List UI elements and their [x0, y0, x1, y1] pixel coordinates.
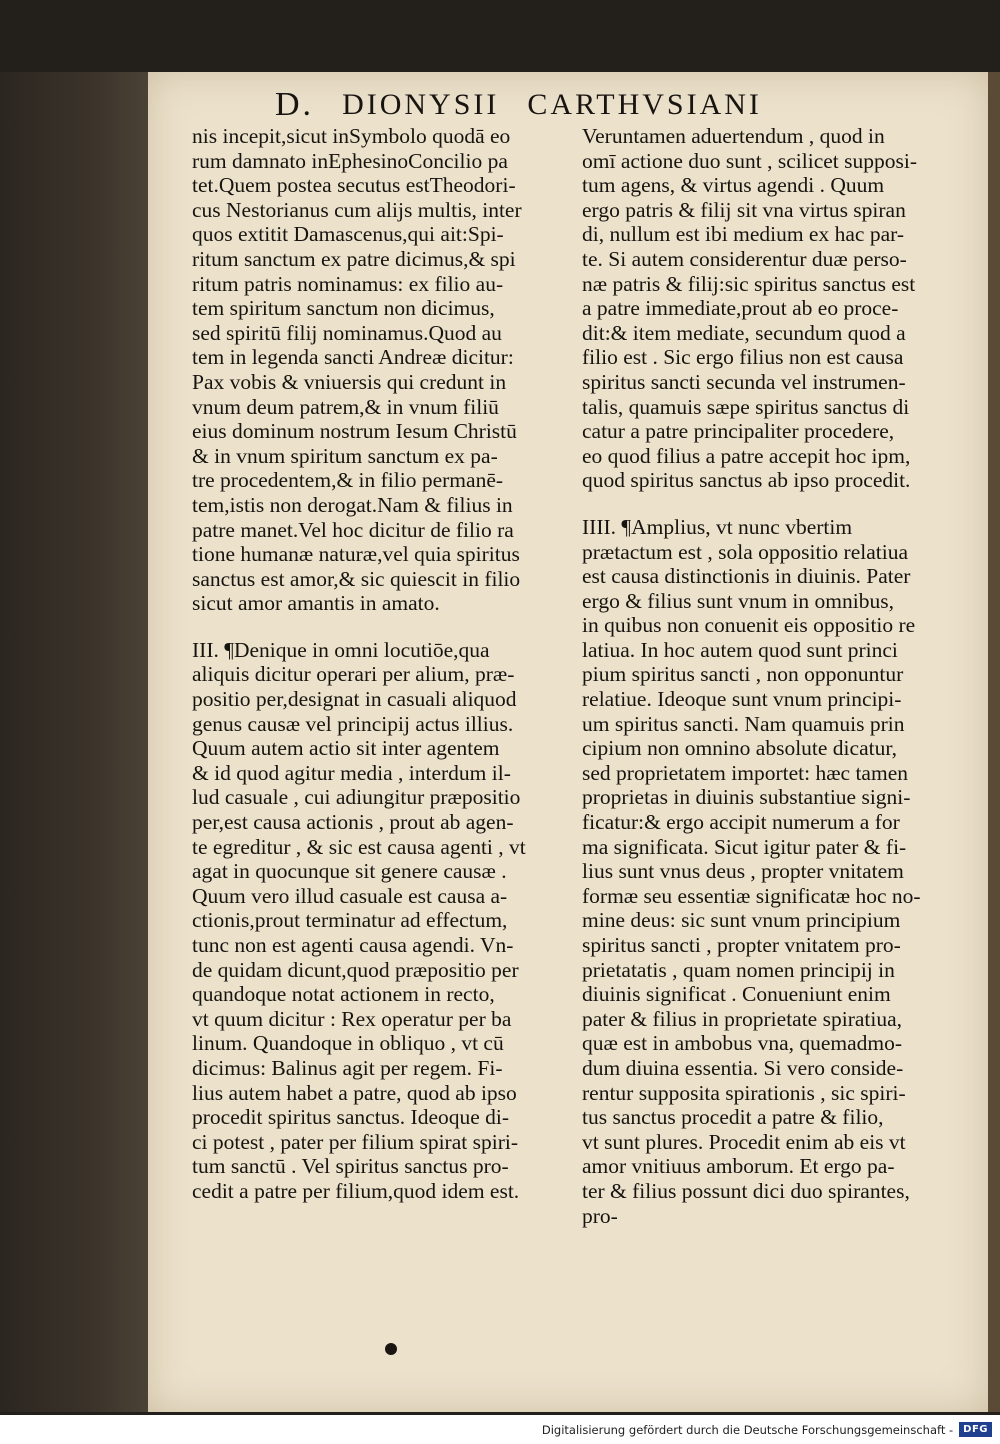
digitization-footer	[0, 1415, 1000, 1444]
right-column-text-line: in quibus non conuenit eis oppositio re	[582, 613, 916, 638]
left-column-text-line: patre manet.Vel hoc dicitur de filio ra	[192, 517, 514, 542]
right-column-text-line: eo quod filius a patre accepit hoc ipm,	[582, 443, 911, 468]
right-column-text-line: talis, quamuis sæpe spiritus sanctus di	[582, 394, 910, 419]
left-column-text-line: procedit spiritus sanctus. Ideoque di-	[192, 1105, 510, 1130]
right-column-text-line: omī actione duo sunt , scilicet supposi-	[582, 148, 917, 173]
left-column-text-line: ritum patris nominamus: ex filio au-	[192, 271, 504, 296]
right-column-text-line: mine deus: sic sunt vnum principium	[582, 908, 901, 933]
left-column-text-line: cedit a patre per filium,quod idem est.	[192, 1178, 520, 1203]
header-word-dionysii: DIONYSII	[342, 88, 500, 121]
funding-notice: Digitalisierung gefördert durch die Deutsche Forschungsgemeinschaft -	[541, 1422, 954, 1437]
left-column-text-line: tre procedentem,& in filio permanē-	[192, 468, 504, 493]
header-initial: D.	[275, 86, 315, 123]
right-column-text-line: di, nullum est ibi medium ex hac par-	[582, 222, 904, 247]
left-column-text-line: eius dominum nostrum Iesum Christū	[192, 419, 517, 444]
right-column-text-line: ergo patris & filij sit vna virtus spiran	[582, 197, 906, 222]
right-column-text-line: ergo & filius sunt vnum in omnibus,	[582, 588, 894, 613]
right-column-text-line: dit:& item mediate, secundum quod a	[582, 320, 906, 345]
left-column-text-line: tem in legenda sancti Andreæ dicitur:	[192, 345, 514, 370]
left-column-text-line: tem,istis non derogat.Nam & filius in	[192, 492, 513, 517]
right-column-text-line: cipium non omnino absolute dicatur,	[582, 736, 898, 761]
book-edge-left	[0, 72, 148, 1412]
left-column-text-line: sicut amor amantis in amato.	[192, 591, 440, 616]
header-word-carthusiani: CARTHVSIANI	[527, 88, 762, 121]
left-column-text-line: sanctus est amor,& sic quiescit in filio	[192, 566, 521, 591]
left-column-text-line: positio per,designat in casuali aliquod	[192, 687, 517, 712]
right-column-text-line: IIII. ¶Amplius, vt nunc vbertim	[582, 514, 853, 539]
left-column-text-line: ritum sanctum ex patre dicimus,& spi	[192, 246, 516, 271]
left-column-text-line: tum sanctū . Vel spiritus sanctus pro-	[192, 1154, 509, 1179]
left-column-text-line: quandoque notat actionem in recto,	[192, 982, 495, 1007]
left-column-text-line: & in vnum spiritum sanctum ex pa-	[192, 443, 498, 468]
running-header	[275, 80, 795, 130]
left-column-paragraph-gap	[192, 616, 570, 638]
right-column-text-line: relatiue. Ideoque sunt vnum principi-	[582, 687, 902, 712]
right-column-text-line: vt sunt plures. Procedit enim ab eis vt	[582, 1129, 906, 1154]
left-column-text-line: rum damnato inEphesinoConcilio pa	[192, 148, 508, 173]
right-column-text-line: Veruntamen aduertendum , quod in	[582, 124, 885, 148]
left-column-text-line: vt quum dicitur : Rex operatur per ba	[192, 1006, 512, 1031]
right-column-text-line: ficatur:& ergo accipit numerum a for	[582, 810, 900, 835]
left-column-text-line: agat in quocunque sit genere causæ .	[192, 859, 507, 884]
right-column-text-line: proprietas in diuinis substantiue signi-	[582, 785, 911, 810]
right-column-text-line: prætactum est , sola oppositio relatiua	[582, 539, 909, 564]
right-column-text-line: sed proprietatem importet: hæc tamen	[582, 760, 908, 785]
ink-dot-mark	[385, 1343, 397, 1355]
right-column-text-line: quod spiritus sanctus ab ipso procedit.	[582, 468, 911, 493]
right-column-text-line: lius sunt vnus deus , propter vnitatem	[582, 859, 904, 884]
right-column-text-line: tus sanctus procedit a patre & filio,	[582, 1105, 884, 1130]
left-column-text-line: Pax vobis & vniuersis qui credunt in	[192, 369, 507, 394]
left-column-text-line: tione humanæ naturæ,vel quia spiritus	[192, 542, 520, 567]
right-column-text-line: næ patris & filij:sic spiritus sanctus est	[582, 271, 916, 296]
left-column-text-line: te egreditur , & sic est causa agenti , vt	[192, 834, 526, 859]
right-column-text-line: est causa distinctionis in diuinis. Pater	[582, 564, 911, 589]
left-column-text-line: tunc non est agenti causa agendi. Vn-	[192, 933, 514, 957]
book-binding-right	[988, 72, 1000, 1412]
left-column-text-line: Quum vero illud casuale est causa a-	[192, 883, 508, 908]
left-column-text-line: ctionis,prout terminatur ad effectum,	[192, 908, 508, 933]
right-column-text-line: prietatatis , quam nomen principij in	[582, 957, 895, 982]
left-column-text-line: quos extitit Damascenus,qui ait:Spi-	[192, 222, 504, 247]
left-column-text-line: nis incepit,sicut inSymbolo quodā eo	[192, 124, 511, 148]
right-column-paragraph-gap	[582, 493, 957, 515]
right-column-text-line: catur a patre principaliter procedere,	[582, 419, 895, 444]
left-column-text-line: de quidam dicunt,quod præpositio per	[192, 957, 519, 982]
left-column-text-line: & id quod agitur media , interdum il-	[192, 760, 511, 785]
right-column-text-line: pium spiritus sancti , non opponuntur	[582, 662, 904, 687]
right-column-text-line: te. Si autem considerentur duæ perso-	[582, 246, 907, 271]
right-column-text-line: spiritus sancti secunda vel instrumen-	[582, 369, 906, 394]
left-column-text-line: aliquis dicitur operari per alium, præ-	[192, 662, 515, 687]
left-column-text-line: lius autem habet a patre, quod ab ipso	[192, 1080, 517, 1105]
right-column-text-line: formæ seu essentiæ significatæ hoc no-	[582, 883, 921, 908]
right-column-text-line: pater & filius in proprietate spiratiua,	[582, 1006, 903, 1031]
left-column-text-line: lud casuale , cui adiungitur præpositio	[192, 785, 521, 810]
left-column-text-line: III. ¶Denique in omni locutiōe,qua	[192, 637, 490, 662]
right-column-text-line: pro-	[582, 1203, 618, 1228]
text-column-right	[582, 124, 957, 1228]
right-column-text-line: ter & filius possunt dici duo spirantes,	[582, 1178, 910, 1203]
left-column-text-line: Quum autem actio sit inter agentem	[192, 736, 500, 761]
right-column-text-line: spiritus sancti , propter vnitatem pro-	[582, 933, 901, 957]
left-column-text-line: tem spiritum sanctum non dicimus,	[192, 296, 495, 321]
dfg-logo: DFG	[959, 1422, 992, 1437]
right-column-text-line: quæ est in ambobus vna, quemadmo-	[582, 1031, 903, 1056]
right-column-text-line: diuinis significat . Conueniunt enim	[582, 982, 891, 1007]
right-column-text-line: amor vnitiuus amborum. Et ergo pa-	[582, 1154, 895, 1179]
left-column-text-line: dicimus: Balinus agit per regem. Fi-	[192, 1055, 503, 1080]
right-column-text-line: tum agens, & virtus agendi . Quum	[582, 173, 885, 198]
right-column-text-line: um spiritus sancti. Nam quamuis prin	[582, 711, 905, 736]
right-column-text-line: latiua. In hoc autem quod sunt princi	[582, 637, 898, 662]
left-column-text-line: sed spiritū filij nominamus.Quod au	[192, 320, 502, 345]
right-column-text-line: dum diuina essentia. Si vero conside-	[582, 1055, 904, 1080]
right-column-text-line: rentur supposita spirationis , sic spiri-	[582, 1080, 906, 1105]
right-column-text-line: ma significata. Sicut igitur pater & fi-	[582, 834, 907, 859]
text-column-left	[192, 124, 570, 1204]
left-column-text-line: genus causæ vel principij actus illius.	[192, 711, 514, 736]
left-column-text-line: per,est causa actionis , prout ab agen-	[192, 810, 514, 835]
left-column-text-line: tet.Quem postea secutus estTheodori-	[192, 173, 516, 198]
left-column-text-line: cus Nestorianus cum alijs multis, inter	[192, 197, 522, 222]
right-column-text-line: filio est . Sic ergo filius non est causa	[582, 345, 904, 370]
left-column-text-line: vnum deum patrem,& in vnum filiū	[192, 394, 499, 419]
right-column-text-line: a patre immediate,prout ab eo proce-	[582, 296, 899, 321]
left-column-text-line: linum. Quandoque in obliquo , vt cū	[192, 1031, 504, 1056]
left-column-text-line: ci potest , pater per filium spirat spiri-	[192, 1129, 518, 1154]
